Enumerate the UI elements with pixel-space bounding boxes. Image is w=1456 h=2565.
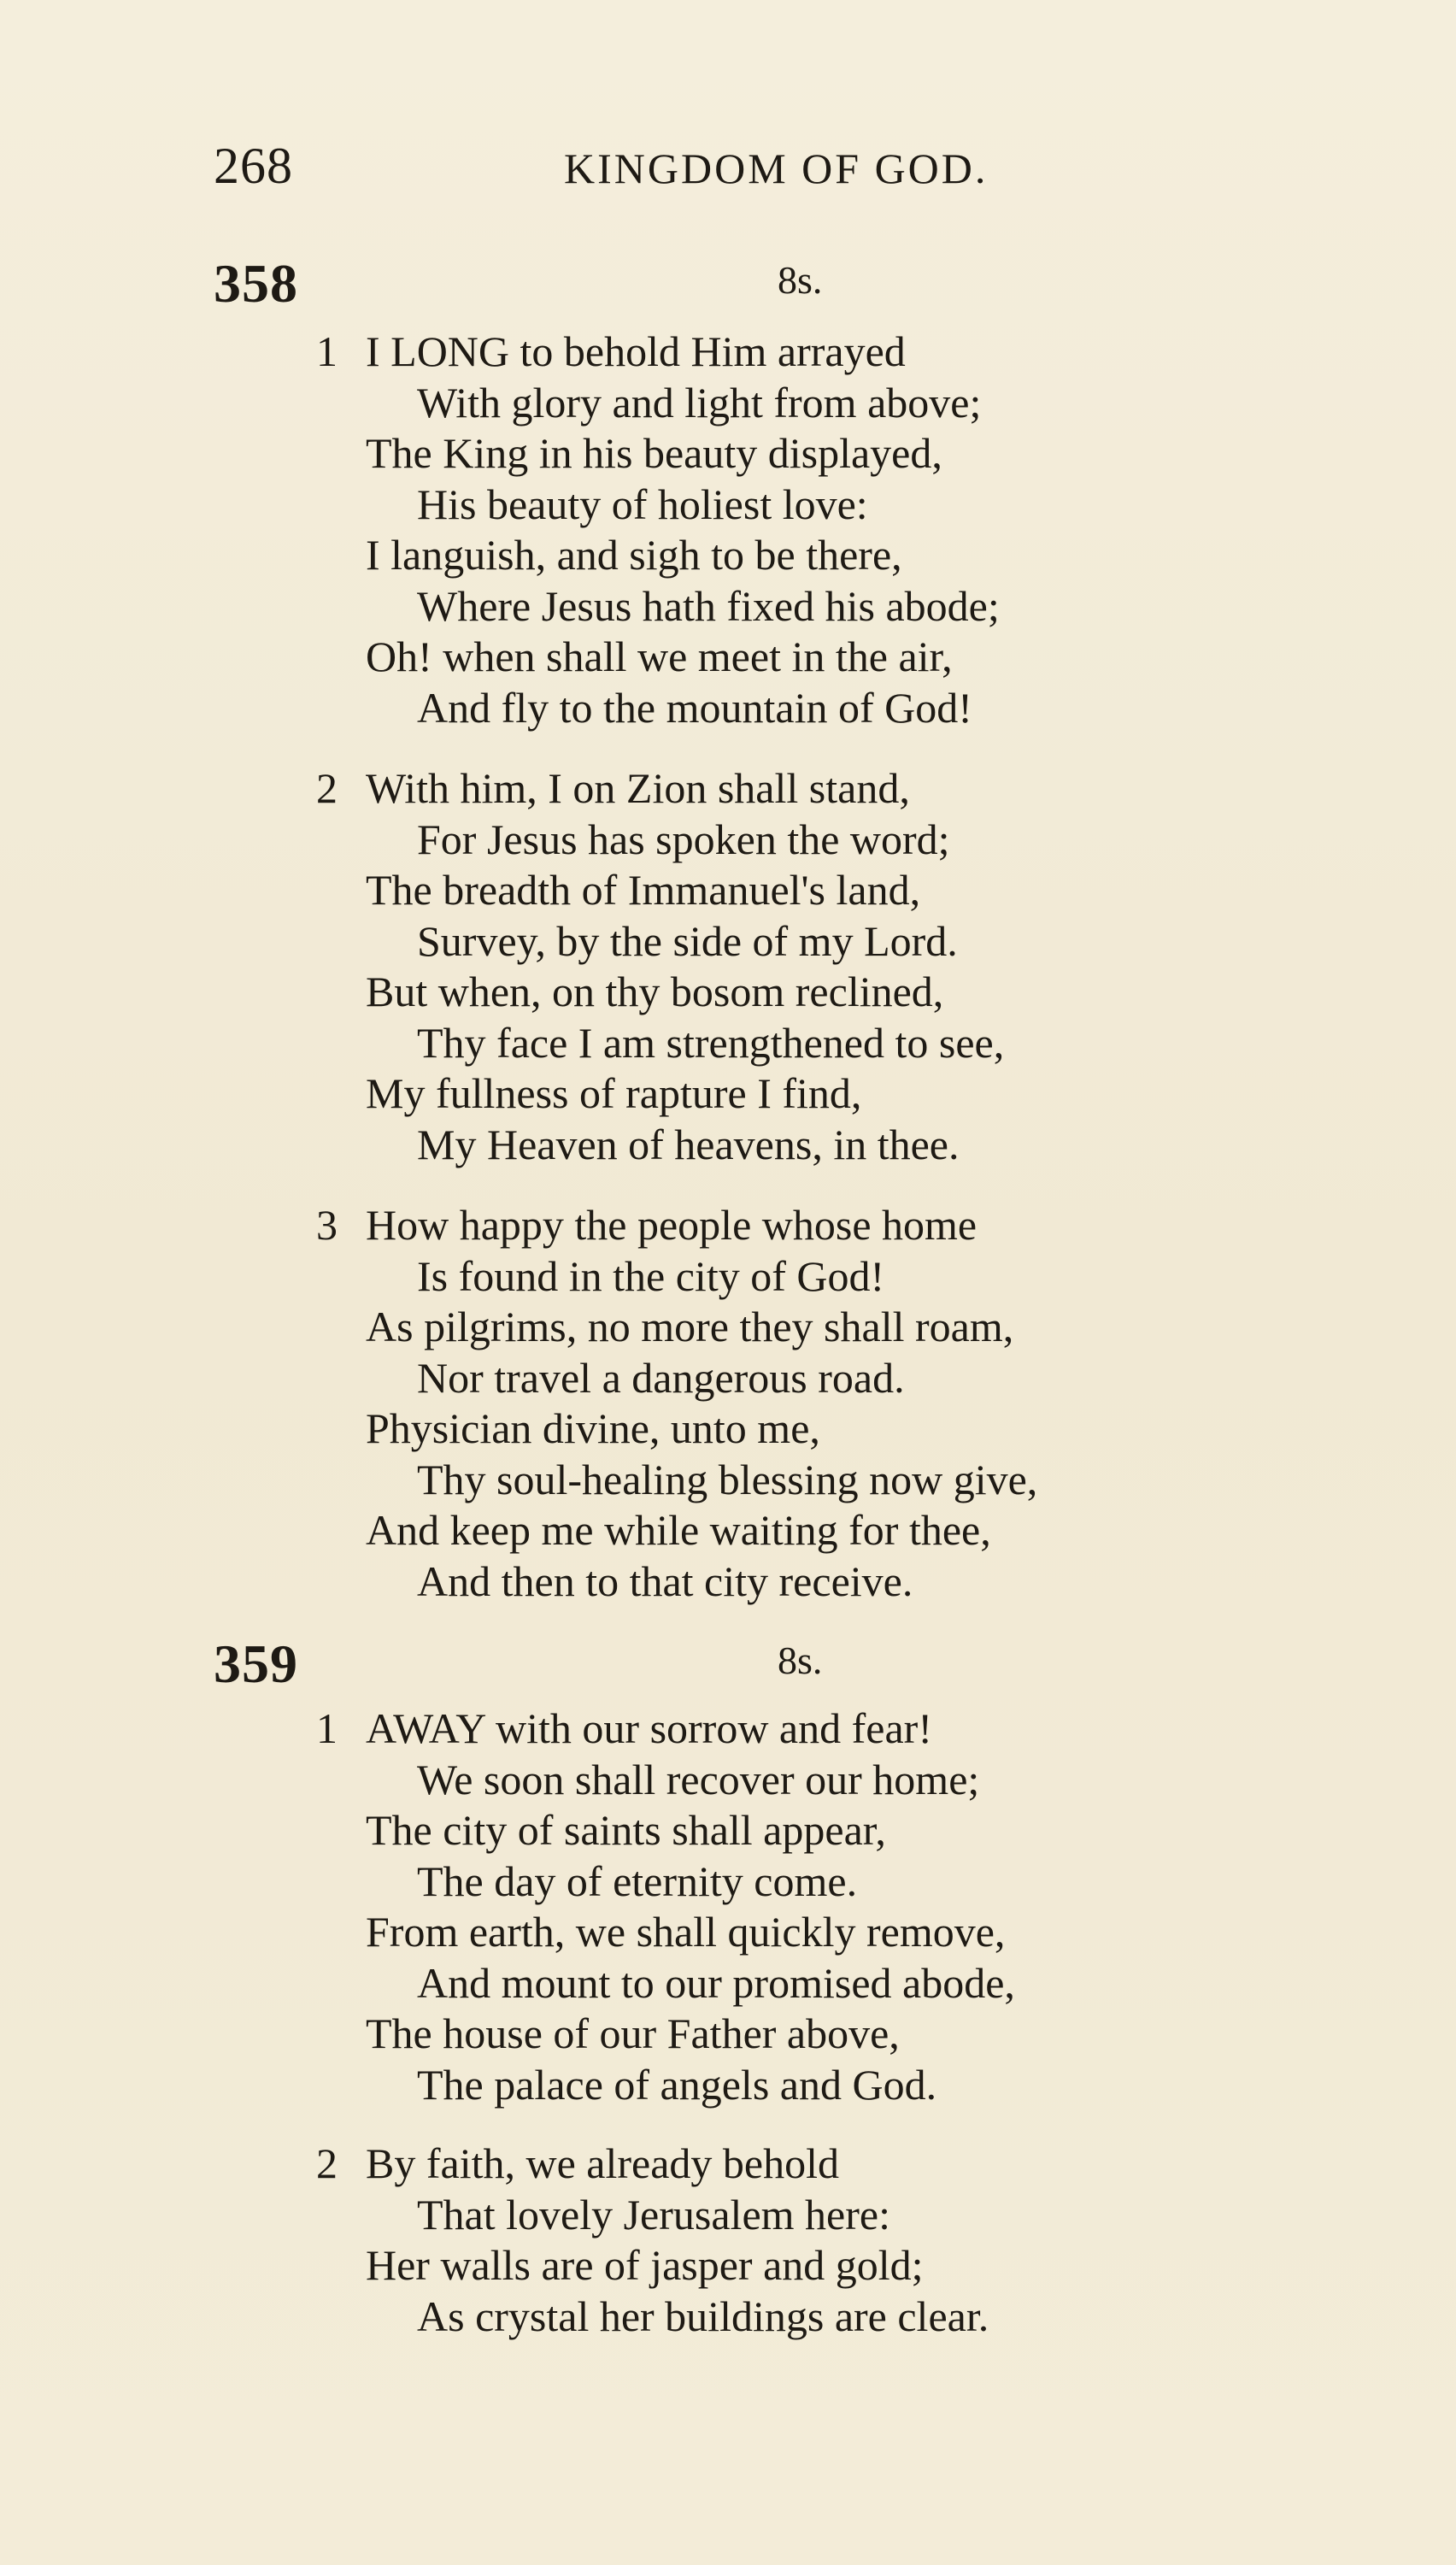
verse-line: The house of our Father above,	[366, 2009, 900, 2057]
stanza-lines	[366, 1703, 1015, 2110]
verse-line: And then to that city receive.	[417, 1556, 913, 1605]
stanza-lines	[366, 1200, 1037, 1607]
hymn-heading	[214, 252, 983, 321]
verse-line: And fly to the mountain of God!	[417, 683, 972, 732]
hymn-meter: 8s.	[778, 1638, 823, 1682]
verse-line: As pilgrims, no more they shall roam,	[366, 1303, 1014, 1350]
stanza-number: 1	[316, 327, 338, 375]
stanza-number: 2	[316, 2139, 338, 2187]
hymn-number: 358	[214, 253, 298, 314]
verse-line: Her walls are of jasper and gold;	[366, 2241, 924, 2289]
verse-line: Where Jesus hath fixed his abode;	[417, 581, 1000, 630]
verse-line: Nor travel a dangerous road.	[417, 1353, 905, 1402]
verse-line: But when, on thy bosom reclined,	[366, 968, 944, 1015]
verse-line: And mount to our promised abode,	[417, 1958, 1015, 2007]
verse-line: I LONG to behold Him arrayed	[366, 327, 906, 375]
verse-line: I languish, and sigh to be there,	[366, 531, 902, 579]
stanza-number: 3	[316, 1201, 338, 1249]
verse-line: For Jesus has spoken the word;	[417, 815, 950, 863]
verse-line: My fullness of rapture I find,	[366, 1069, 862, 1117]
verse-line: We soon shall recover our home;	[417, 1755, 980, 1803]
verse-line: With him, I on Zion shall stand,	[366, 764, 910, 812]
verse-line: Thy soul-healing blessing now give,	[417, 1455, 1038, 1503]
verse-line: The palace of angels and God.	[417, 2060, 937, 2109]
stanza-number: 2	[316, 764, 338, 812]
verse-line: Physician divine, unto me,	[366, 1404, 820, 1452]
verse-line: The day of eternity come.	[417, 1856, 858, 1905]
page-header	[214, 137, 1068, 197]
verse-line: His beauty of holiest love:	[417, 479, 868, 528]
verse-line: From earth, we shall quickly remove,	[366, 1908, 1006, 1956]
verse-line: That lovely Jerusalem here:	[417, 2190, 890, 2238]
verse-line: Thy face I am strengthened to see,	[417, 1018, 1005, 1067]
verse-line: And keep me while waiting for thee,	[366, 1506, 991, 1554]
verse-line: My Heaven of heavens, in thee.	[417, 1120, 960, 1168]
hymn-heading	[214, 1633, 983, 1701]
verse-line: With glory and light from above;	[417, 378, 982, 427]
stanza-lines	[366, 763, 1004, 1170]
verse-line: By faith, we already behold	[366, 2139, 839, 2187]
stanza-lines	[366, 2138, 989, 2342]
verse-line: As crystal her buildings are clear.	[417, 2291, 989, 2340]
verse-line: How happy the people whose home	[366, 1201, 978, 1249]
verse-line: Is found in the city of God!	[417, 1251, 885, 1300]
stanza-lines	[366, 327, 1000, 733]
verse-line: Survey, by the side of my Lord.	[417, 916, 958, 965]
hymn-meter: 8s.	[778, 258, 823, 302]
hymn-number: 359	[214, 1633, 298, 1694]
verse-line: AWAY with our sorrow and fear!	[366, 1704, 932, 1752]
verse-line: The city of saints shall appear,	[366, 1806, 886, 1854]
verse-line: Oh! when shall we meet in the air,	[366, 632, 953, 680]
verse-line: The King in his beauty displayed,	[366, 429, 942, 477]
verse-line: The breadth of Immanuel's land,	[366, 866, 921, 914]
running-head: KINGDOM OF GOD.	[564, 144, 989, 192]
stanza-number: 1	[316, 1704, 338, 1752]
page-number: 268	[214, 138, 293, 194]
